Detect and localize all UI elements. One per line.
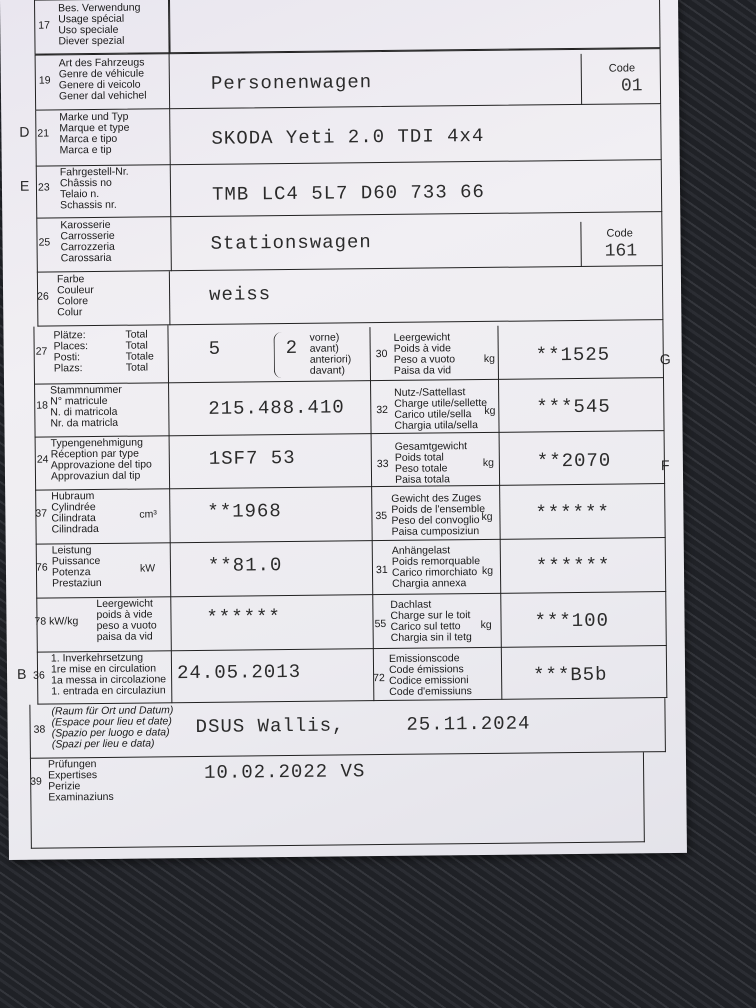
field-25-label-4: Carossaria (60, 251, 112, 265)
seats-total-value: 5 (208, 337, 222, 360)
field-17-label-3: Uso speciale (58, 23, 119, 37)
emission-code-value: ***B5b (532, 663, 608, 687)
field-72-label-4: Code d'emissiuns (389, 685, 472, 698)
field-25-number: 25 (38, 236, 51, 249)
field-78-label-4: paisa da vid (96, 630, 153, 644)
field-55-label-2: Charge sur le toit (390, 609, 471, 622)
field-39-label-3: Perizie (48, 780, 81, 793)
field-21-number: 21 (37, 127, 50, 140)
side-letter-E: E (19, 177, 30, 194)
field-39-label-4: Examinaziuns (48, 790, 114, 804)
field-38-label-3: (Spazio per luogo e data) (51, 726, 170, 740)
field-23-label-4: Schassis nr. (60, 198, 117, 212)
field-39-label-2: Expertises (48, 769, 98, 782)
field-24-number: 24 (36, 453, 49, 466)
field-36-label-2: 1re mise en circulation (50, 662, 157, 676)
empty-weight-value: **1525 (535, 343, 611, 367)
field-36-number: 36 (33, 669, 45, 682)
field-35-number: 35 (375, 509, 388, 523)
seats-front-label-2: avant) (309, 342, 339, 355)
field-38-label-1: (Raum für Ort und Datum) (51, 704, 174, 718)
field-31-label-4: Chargia annexa (392, 577, 467, 590)
field-38-number: 38 (33, 723, 46, 736)
power-value: **81.0 (207, 554, 283, 577)
field-33-label-4: Paisa totala (394, 473, 450, 486)
field-19-code-value: 01 (620, 76, 643, 97)
field-17-label-2: Usage spécial (58, 12, 125, 26)
field-33-label-3: Peso totale (394, 462, 448, 475)
roof-load-value: ***100 (534, 609, 610, 633)
field-33-number: 33 (376, 457, 389, 471)
field-24-label-4: Approvaziun dal tip (50, 469, 141, 483)
field-21-label-3: Marca e tipo (59, 132, 118, 146)
place-and-date-value: DSUS Wallis, 25.11.2024 (195, 712, 531, 738)
field-78-label-1: Leergewicht (96, 597, 154, 611)
field-32-label-4: Chargia utila/sella (394, 419, 479, 432)
seats-brace (273, 332, 284, 378)
field-30-label-1: Leergewicht (393, 331, 451, 344)
field-32-label-2: Charge utile/sellette (394, 396, 488, 410)
type-approval-value: 1SF7 53 (208, 446, 296, 470)
field-55-number: 55 (374, 617, 387, 631)
field-37-label-3: Cilindrata (51, 512, 96, 525)
field-27-label-4: Plazs: (53, 362, 83, 375)
field-30-unit: kg (483, 352, 495, 365)
field-24-label-3: Approvazione del tipo (50, 458, 152, 472)
field-78-number: 78 kW/kg (34, 615, 79, 628)
field-26-box (37, 266, 664, 327)
field-36-label-4: 1. entrada en circulaziun (51, 684, 166, 698)
field-55-label-3: Carico sul tetto (390, 620, 461, 633)
field-37-label-4: Cilindrada (51, 522, 99, 536)
field-31-unit: kg (481, 564, 494, 577)
field-78-label-3: peso a vuoto (96, 619, 157, 633)
field-32-label-1: Nutz-/Sattellast (394, 386, 466, 399)
field-25-label-3: Carrozzeria (60, 240, 115, 254)
body-type-value: Stationswagen (210, 231, 372, 255)
field-35-label-4: Paisa cumposiziun (391, 525, 480, 538)
field-23-label-2: Châssis no (59, 176, 112, 190)
field-30-label-3: Peso a vuoto (393, 353, 456, 366)
field-19-code-label: Code (608, 62, 636, 75)
field-38-label-4: (Spazi per lieu e data) (51, 737, 155, 751)
field-17-value-box (168, 0, 661, 53)
field-35-label-2: Poids de l'ensemble (391, 502, 486, 516)
power-to-weight-value: ****** (206, 606, 282, 629)
field-37-unit: cm³ (139, 508, 157, 521)
seats-front-label-1: vorne) (309, 331, 340, 344)
field-37-label-2: Cylindrée (51, 501, 96, 514)
field-21-label-2: Marque et type (59, 121, 130, 135)
field-72-label-2: Code émissions (388, 663, 464, 676)
field-31-label-1: Anhängelast (391, 544, 451, 557)
field-36-label-3: 1a messa in circolazione (51, 673, 167, 687)
field-31-number: 31 (375, 563, 388, 577)
field-26-label-2: Couleur (56, 284, 94, 297)
field-24-label-1: Typengenehmigung (50, 436, 143, 450)
field-76-label-4: Prestaziun (52, 576, 102, 590)
field-27-number: 27 (35, 345, 48, 358)
field-32-unit: kg (484, 404, 496, 417)
side-letter-D: D (19, 123, 30, 140)
field-39-number: 39 (30, 775, 42, 788)
seats-front-label-4: davant) (309, 364, 345, 377)
field-26-number: 26 (37, 290, 49, 303)
field-17-number: 17 (38, 19, 51, 32)
seats-front-value: 2 (285, 336, 299, 360)
field-19-label-1: Art des Fahrzeugs (58, 56, 145, 70)
field-31-label-2: Poids remorquable (391, 555, 481, 568)
field-26-label-4: Colur (57, 306, 83, 319)
first-registration-value: 24.05.2013 (176, 660, 302, 685)
field-25-code-label: Code (606, 227, 633, 240)
field-55-label-4: Chargia sin il tetg (390, 631, 472, 644)
field-27-total-3: Totale (125, 350, 154, 363)
master-number-value: 215.488.410 (208, 396, 345, 420)
field-55-unit: kg (480, 618, 492, 632)
trailer-load-value: ****** (535, 554, 611, 578)
field-76-label-1: Leistung (51, 544, 92, 557)
field-31-label-3: Carico rimorchiato (391, 566, 478, 579)
side-letter-G: G (659, 350, 671, 368)
field-27-label-1: Plätze: (53, 329, 86, 342)
field-30-number: 30 (375, 347, 388, 361)
field-18-label-1: Stammnummer (50, 383, 122, 397)
field-23-label-1: Fahrgestell-Nr. (59, 165, 129, 179)
make-and-type-value: SKODA Yeti 2.0 TDI 4x4 (211, 124, 485, 150)
field-35-unit: kg (481, 510, 493, 523)
field-27-label-3: Posti: (53, 351, 81, 364)
field-25-code-value: 161 (604, 241, 638, 262)
field-19-label-3: Genere di veicolo (58, 78, 141, 92)
colour-value: weiss (208, 283, 272, 306)
side-letter-B: B (16, 665, 27, 682)
field-76-number: 76 (35, 561, 48, 574)
field-32-number: 32 (376, 403, 389, 417)
field-27-total-4: Total (125, 361, 149, 374)
field-27-total-1: Total (125, 328, 148, 341)
field-21-label-1: Marke und Typ (59, 110, 129, 124)
field-30-label-2: Poids à vide (393, 342, 451, 355)
field-39-label-1: Prüfungen (47, 758, 97, 771)
field-23-label-3: Telaio n. (59, 187, 100, 201)
field-55-label-1: Dachlast (390, 598, 432, 611)
field-30-label-4: Paisa da vid (393, 364, 452, 377)
field-38-label-2: (Espace pour lieu et date) (51, 715, 172, 729)
field-37-number: 37 (35, 507, 48, 520)
side-letter-F: F (660, 457, 670, 474)
field-19-label-4: Gener dal vehichel (58, 89, 147, 103)
inspection-value: 10.02.2022 VS (203, 760, 366, 784)
field-23-number: 23 (37, 181, 50, 194)
field-25-label-2: Carrosserie (60, 229, 115, 243)
vehicle-kind-value: Personenwagen (210, 71, 373, 95)
displacement-value: **1968 (207, 500, 282, 523)
field-36-label-1: 1. Inverkehrsetzung (50, 651, 144, 665)
seats-front-label-3: anteriori) (309, 353, 352, 366)
field-37-label-1: Hubraum (51, 490, 95, 503)
field-32-label-3: Carico utile/sella (394, 408, 472, 421)
field-33-label-2: Poids total (394, 451, 444, 464)
payload-value: ***545 (536, 395, 611, 419)
field-19-number: 19 (38, 74, 51, 87)
field-76-unit: kW (139, 562, 156, 575)
field-17-label-1: Bes. Verwendung (58, 1, 141, 15)
field-72-label-1: Emissionscode (388, 652, 460, 665)
field-78-label-2: poids à vide (96, 608, 153, 622)
field-72-label-3: Codice emissioni (389, 674, 469, 687)
field-18-label-2: N° matricule (50, 394, 108, 408)
field-76-label-3: Potenza (51, 566, 91, 579)
field-26-label-3: Colore (57, 295, 89, 308)
field-18-label-3: N. di matricola (50, 405, 118, 419)
train-weight-value: ****** (535, 501, 610, 525)
field-27-label-2: Places: (53, 340, 89, 353)
field-25-label-1: Karosserie (60, 218, 111, 232)
field-26-label-1: Farbe (56, 273, 85, 286)
field-76-label-2: Puissance (51, 554, 101, 568)
gross-weight-value: **2070 (536, 449, 612, 473)
field-27-total-2: Total (125, 339, 148, 352)
field-33-unit: kg (482, 456, 495, 469)
field-19-label-2: Genre de véhicule (58, 67, 145, 81)
field-18-number: 18 (36, 399, 48, 412)
field-18-label-4: Nr. da matricla (50, 416, 119, 430)
field-35-label-3: Peso del convoglio (391, 514, 480, 527)
field-24-label-2: Réception par type (50, 447, 139, 461)
field-17-label-4: Diever spezial (58, 34, 125, 48)
field-72-number: 72 (373, 672, 385, 685)
field-33-label-1: Gesamtgewicht (394, 440, 468, 453)
field-21-label-4: Marca e tip (59, 143, 112, 157)
chassis-number-value: TMB LC4 5L7 D60 733 66 (211, 180, 485, 206)
field-35-label-1: Gewicht des Zuges (391, 491, 482, 505)
